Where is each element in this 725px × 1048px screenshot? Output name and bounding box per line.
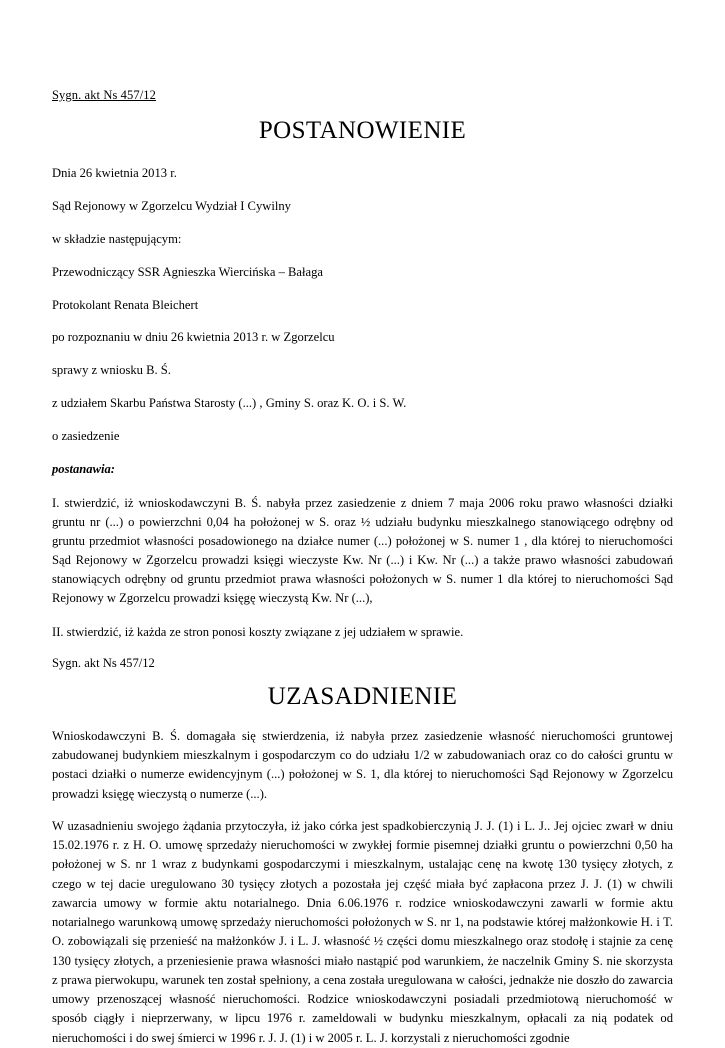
- ruling-point-2: II. stwierdzić, iż każda ze stron ponosi koszty związane z jej udziałem w sprawie.: [52, 624, 464, 639]
- page-title-postanowienie: POSTANOWIENIE: [258, 117, 467, 144]
- clerk-line: Protokolant Renata Bleichert: [52, 297, 199, 312]
- page-title-uzasadnienie: UZASADNIENIE: [267, 682, 458, 710]
- date-line: Dnia 26 kwietnia 2013 r.: [52, 166, 177, 180]
- hearing-line: po rozpoznaniu w dniu 26 kwietnia 2013 r. w Zgorzelcu: [52, 330, 335, 345]
- ruling-point-1: I. stwierdzić, iż wnioskodawczyni B. Ś. nabyła przez zasiedzenie z dniem 7 maja 2006 roku prawo własności działki gruntu nr (...) o powierzchni 0,04 ha położonej w S. oraz ½ udziału budynku mieszkalnego stanowiącego odrębny od gruntu przedmiot własności posadowionego na działce numer (...) położonej w S. numer 1 , dla której to nieruchomości Sąd Rejonowy w Zgorzelcu prowadzi księgi wieczyste Kw. Nr (...) i Kw. Nr (...) a także prawo własności zabudowań stanowiących odrębny od gruntu przedmiot prawa własności położonych w S. numer 1 dla której to nieruchomości Sąd Rejonowy w Zgorzelcu prowadzi księgę wieczystą Kw. Nr (...),: [52, 495, 673, 606]
- presiding-judge-line: Przewodniczący SSR Agnieszka Wiercińska – Bałaga: [52, 264, 323, 279]
- case-number-middle: Sygn. akt Ns 457/12: [52, 655, 155, 670]
- ruling-label: postanawia:: [52, 461, 115, 476]
- justification-paragraph-2: W uzasadnieniu swojego żądania przytoczyła, iż jako córka jest spadkobierczynią J. J. (1) i L. J.. Jej ojciec zwarł w dniu 15.02.1976 r. z H. O. umowę sprzedaży nieruchomości w zwykłej formie pisemnej działki gruntu o powierzchni 0,50 ha położonej w S. nr 1 wraz z budynkami gospodarczymi i mieszkalnym, ustalając cenę na kwotę 130 tysięcy złotych, z czego w tej dacie uregulowano 30 tysięcy złotych a pozostała jej część miała być zapłacona przez J. J. (1) w chwili zawarcia umowy w formie aktu notarialnego. Dnia 6.06.1976 r. rodzice wnioskodawczyni zawarli w formie aktu notarialnego warunkową umowę sprzedaży nieruchomości położonych w S. nr 1, na podstawie której małżonkowie H. i T. O. zobowiązali się przenieść na małżonków J. i L. J. własność ½ części domu mieszkalnego oraz stodołę i stajnie za cenę 130 tysięcy złotych, a przeniesienie prawa własności miało nastąpić pod warunkiem, że naczelnik Gminy S. nie skorzysta z prawa pierwokupu, warunek ten został spełniony, a cena została uregulowana w całości, jednakże nie doszło do zawarcia umowy przenoszącej własność nieruchomości. Rodzice wnioskodawczyni posiadali przedmiotową nieruchomość w sposób ciągły i nieprzerwany, w lipcu 1976 r. zameldowali w budynku mieszkalnym, opłacali za nią podatek od nieruchomości i do swej śmierci w 1996 r. J. J. (1) i w 2005 r. L. J. korzystali z nieruchomości zgodnie: [52, 818, 673, 1045]
- composition-line: w składzie następującym:: [52, 231, 182, 246]
- case-number-top: Sygn. akt Ns 457/12: [52, 88, 156, 102]
- subject-line: o zasiedzenie: [52, 429, 120, 443]
- participants-line: z udziałem Skarbu Państwa Starosty (...) , Gminy S. oraz K. O. i S. W.: [52, 396, 407, 411]
- court-line: Sąd Rejonowy w Zgorzelcu Wydział I Cywilny: [52, 198, 291, 213]
- justification-paragraph-1: Wnioskodawczyni B. Ś. domagała się stwierdzenia, iż nabyła przez zasiedzenie własność nieruchomości gruntowej zabudowanej budynkiem mieszkalnym i gospodarczym co do udziału 1/2 w zabudowaniach oraz co do całości gruntu w postaci działki o numerze ewidencyjnym (...) położonej w S. 1, dla której to nieruchomości Sąd Rejonowy w Zgorzelcu prowadzi księgę wieczystą o numerze (...).: [52, 728, 673, 801]
- applicant-line: sprawy z wniosku B. Ś.: [52, 363, 171, 378]
